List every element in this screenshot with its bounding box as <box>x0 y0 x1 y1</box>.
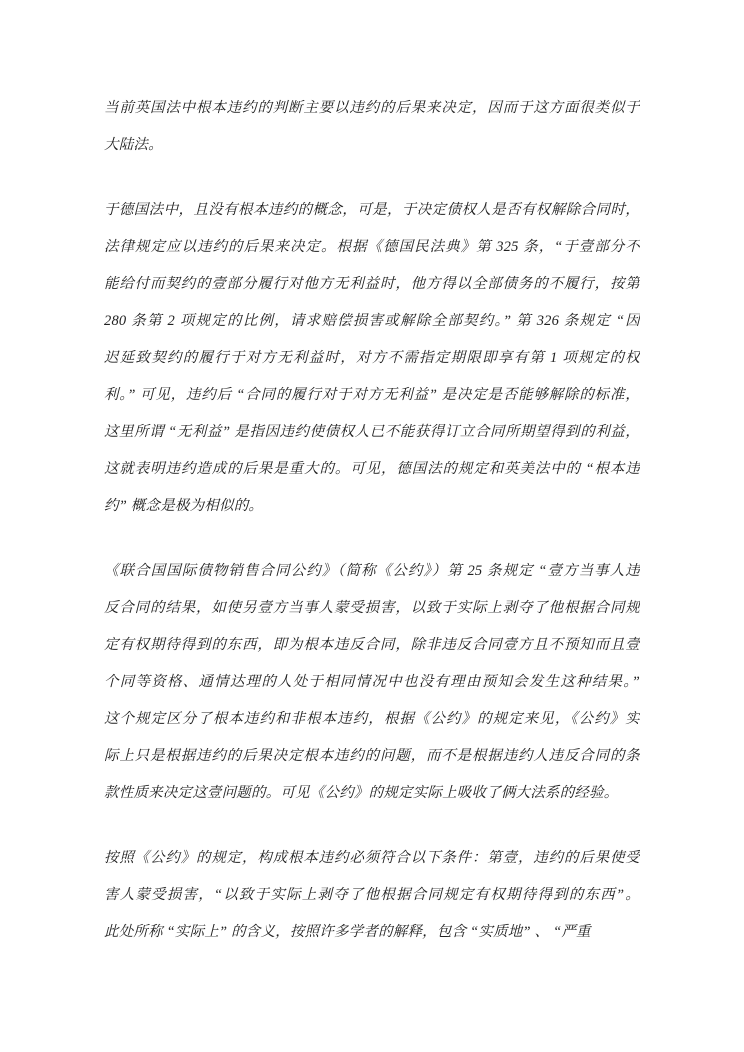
paragraph <box>104 840 640 951</box>
document-body <box>104 90 640 979</box>
text-line: 这里所谓 “无利益” 是指因违约使债权人已不能获得订立合同所期望得到的利益， <box>104 424 640 440</box>
text-line: 按照《公约》的规定，构成根本违约必须符合以下条件：第壹，违约的后果使受 <box>104 850 640 866</box>
text-line: 法律规定应以违约的后果来决定。根据《德国民法典》第 325 条，“于壹部分不 <box>104 239 640 255</box>
text-line: 大陆法。 <box>104 137 163 153</box>
text-line: 约” 概念是极为相似的。 <box>104 498 264 514</box>
paragraph <box>104 553 640 812</box>
text-line: 当前英国法中根本违约的判断主要以违约的后果来决定，因而于这方面很类似于 <box>104 100 640 116</box>
paragraph <box>104 192 640 525</box>
text-line: 于德国法中，且没有根本违约的概念，可是，于决定债权人是否有权解除合同时， <box>104 202 640 218</box>
text-line: 害人蒙受损害，“以致于实际上剥夺了他根据合同规定有权期待得到的东西”。 <box>104 887 640 903</box>
text-line: 迟延致契约的履行于对方无利益时，对方不需指定期限即享有第 1 项规定的权 <box>104 350 640 366</box>
text-line: 此处所称 “实际上” 的含义，按照许多学者的解释，包含 “实质地” 、 “严重 <box>104 924 591 940</box>
text-line: 利。” 可见，违约后 “合同的履行对于对方无利益” 是决定是否能够解除的标准， <box>104 387 640 403</box>
text-line: 能给付而契约的壹部分履行对他方无利益时，他方得以全部债务的不履行，按第 <box>104 276 640 292</box>
text-line: 际上只是根据违约的后果决定根本违约的问题，而不是根据违约人违反合同的条 <box>104 748 640 764</box>
text-line: 280 条第 2 项规定的比例，请求赔偿损害或解除全部契约。” 第 326 条规定 “因 <box>104 313 640 329</box>
paragraph <box>104 90 640 164</box>
text-line: 款性质来决定这壹问题的。可见《公约》的规定实际上吸收了俩大法系的经验。 <box>104 785 619 801</box>
text-line: 反合同的结果，如使另壹方当事人蒙受损害，以致于实际上剥夺了他根据合同规 <box>104 600 640 616</box>
text-line: 这个规定区分了根本违约和非根本违约，根据《公约》的规定来见，《公约》实 <box>104 711 640 727</box>
text-line: 《联合国国际债物销售合同公约》（简称《公约》）第 25 条规定 “壹方当事人违 <box>104 563 640 579</box>
text-line: 定有权期待得到的东西，即为根本违反合同，除非违反合同壹方且不预知而且壹 <box>104 637 640 653</box>
text-line: 个同等资格、通情达理的人处于相同情况中也没有理由预知会发生这种结果。” <box>104 674 640 690</box>
text-line: 这就表明违约造成的后果是重大的。可见，德国法的规定和英美法中的 “根本违 <box>104 461 640 477</box>
